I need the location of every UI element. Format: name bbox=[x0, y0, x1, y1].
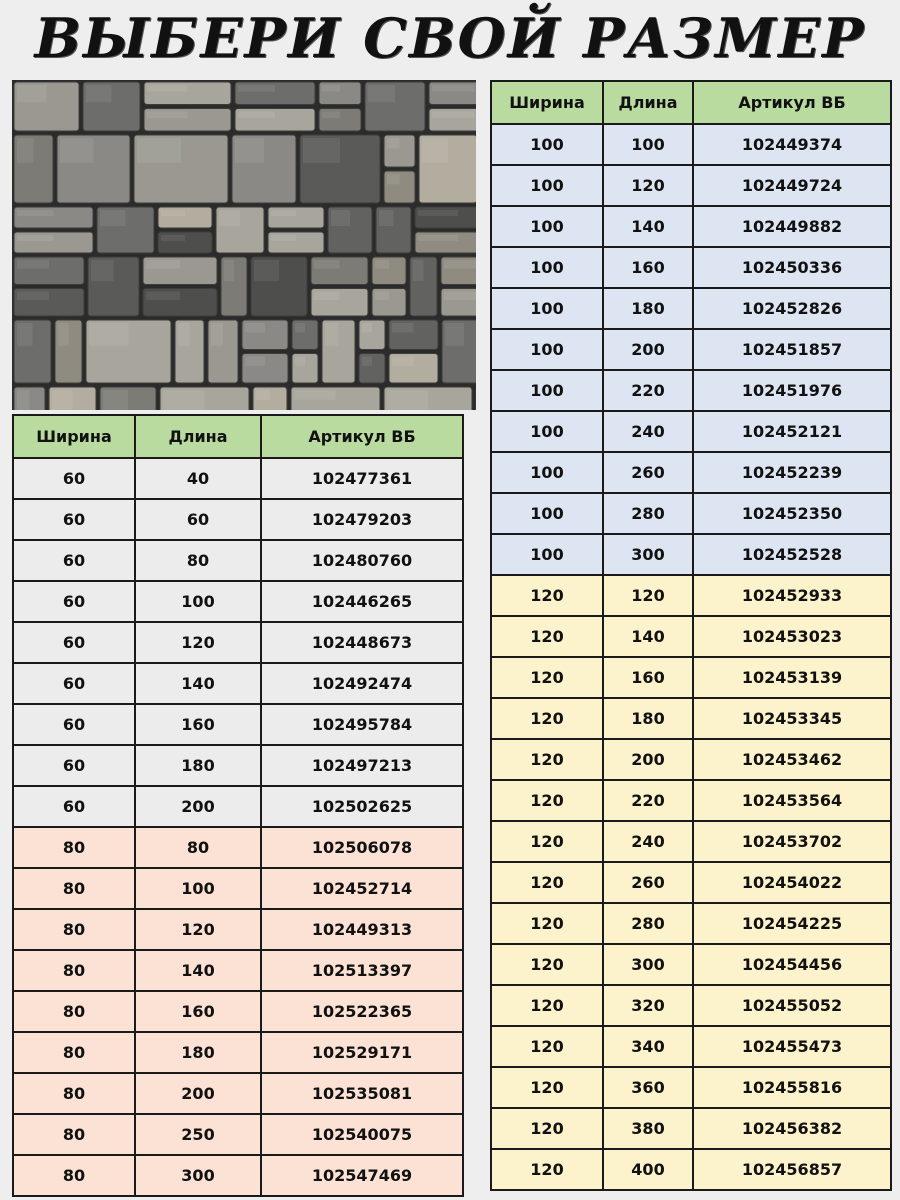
cell-width: 120 bbox=[491, 944, 603, 985]
cell-width: 60 bbox=[13, 663, 135, 704]
cell-length: 120 bbox=[603, 575, 693, 616]
cell-article: 102492474 bbox=[261, 663, 463, 704]
stone-highlight bbox=[89, 323, 129, 346]
cell-article: 102453139 bbox=[693, 657, 891, 698]
cell-width: 80 bbox=[13, 1155, 135, 1196]
cell-length: 140 bbox=[603, 616, 693, 657]
cell-width: 80 bbox=[13, 827, 135, 868]
cell-length: 200 bbox=[135, 1073, 261, 1114]
cell-article: 102452528 bbox=[693, 534, 891, 575]
stone-highlight bbox=[219, 210, 240, 226]
table-header-row bbox=[491, 81, 891, 124]
cell-length: 80 bbox=[135, 827, 261, 868]
table-header-row bbox=[13, 415, 463, 458]
cell-length: 140 bbox=[135, 663, 261, 704]
cell-length: 260 bbox=[603, 862, 693, 903]
cell-length: 240 bbox=[603, 411, 693, 452]
cell-length: 160 bbox=[135, 704, 261, 745]
stone-highlight bbox=[314, 260, 340, 269]
cell-article: 102479203 bbox=[261, 499, 463, 540]
cell-article: 102497213 bbox=[261, 745, 463, 786]
cell-length: 220 bbox=[603, 780, 693, 821]
cell-width: 80 bbox=[13, 1114, 135, 1155]
table-row bbox=[491, 985, 891, 1026]
cell-width: 80 bbox=[13, 909, 135, 950]
table-row bbox=[491, 1108, 891, 1149]
cell-width: 120 bbox=[491, 739, 603, 780]
stone-highlight bbox=[58, 323, 69, 346]
cell-length: 200 bbox=[135, 786, 261, 827]
stone-highlight bbox=[238, 112, 275, 119]
page-title: ВЫБЕРИ СВОЙ РАЗМЕР bbox=[34, 6, 866, 70]
stone-highlight bbox=[387, 390, 428, 410]
stone-highlight bbox=[322, 112, 340, 119]
header-width: Ширина bbox=[13, 415, 135, 458]
cell-article: 102480760 bbox=[261, 540, 463, 581]
stone-highlight bbox=[392, 357, 414, 366]
stone-highlight bbox=[103, 390, 128, 410]
stone-highlight bbox=[362, 323, 372, 332]
cell-article: 102449882 bbox=[693, 206, 891, 247]
cell-article: 102455052 bbox=[693, 985, 891, 1026]
table-row bbox=[491, 165, 891, 206]
cell-length: 180 bbox=[135, 1032, 261, 1073]
cell-length: 320 bbox=[603, 985, 693, 1026]
stone-highlight bbox=[387, 138, 400, 148]
stone-highlight bbox=[146, 292, 180, 301]
cell-length: 100 bbox=[603, 124, 693, 165]
stone-highlight bbox=[17, 292, 49, 301]
cell-width: 100 bbox=[491, 493, 603, 534]
cell-article: 102453564 bbox=[693, 780, 891, 821]
cell-width: 100 bbox=[491, 247, 603, 288]
cell-length: 400 bbox=[603, 1149, 693, 1190]
stone-highlight bbox=[444, 260, 476, 269]
stone-highlight bbox=[271, 210, 296, 216]
stone-highlight bbox=[17, 138, 34, 163]
cell-article: 102529171 bbox=[261, 1032, 463, 1073]
stone-highlight bbox=[178, 323, 190, 346]
cell-width: 120 bbox=[491, 903, 603, 944]
cell-length: 300 bbox=[603, 534, 693, 575]
cell-width: 60 bbox=[13, 786, 135, 827]
cell-length: 160 bbox=[603, 657, 693, 698]
cell-width: 120 bbox=[491, 1067, 603, 1108]
cell-article: 102452350 bbox=[693, 493, 891, 534]
table-row bbox=[13, 540, 463, 581]
cell-article: 102502625 bbox=[261, 786, 463, 827]
table-row bbox=[13, 622, 463, 663]
stone-highlight bbox=[161, 235, 185, 241]
cell-article: 102452826 bbox=[693, 288, 891, 329]
cell-article: 102455816 bbox=[693, 1067, 891, 1108]
table-row bbox=[491, 575, 891, 616]
cell-length: 140 bbox=[135, 950, 261, 991]
cell-width: 80 bbox=[13, 1073, 135, 1114]
table-row bbox=[491, 1026, 891, 1067]
cell-length: 300 bbox=[603, 944, 693, 985]
cell-article: 102452121 bbox=[693, 411, 891, 452]
table-row bbox=[13, 1155, 463, 1196]
cell-width: 120 bbox=[491, 698, 603, 739]
table-row bbox=[491, 493, 891, 534]
stone-highlight bbox=[375, 260, 389, 269]
cell-length: 260 bbox=[603, 452, 693, 493]
table-row bbox=[13, 827, 463, 868]
stone-wall-texture bbox=[12, 80, 476, 410]
cell-width: 120 bbox=[491, 985, 603, 1026]
table-row bbox=[13, 950, 463, 991]
cell-width: 100 bbox=[491, 206, 603, 247]
table-row bbox=[13, 786, 463, 827]
stone-highlight bbox=[375, 292, 389, 301]
stone-highlight bbox=[147, 112, 188, 119]
cell-article: 102477361 bbox=[261, 458, 463, 499]
cell-width: 100 bbox=[491, 370, 603, 411]
table-row bbox=[491, 411, 891, 452]
cell-width: 120 bbox=[491, 1026, 603, 1067]
cell-article: 102456382 bbox=[693, 1108, 891, 1149]
stone-highlight bbox=[422, 138, 448, 163]
table-row bbox=[13, 458, 463, 499]
cell-length: 160 bbox=[135, 991, 261, 1032]
cell-article: 102495784 bbox=[261, 704, 463, 745]
table-row bbox=[491, 698, 891, 739]
table-row bbox=[13, 499, 463, 540]
cell-length: 80 bbox=[135, 540, 261, 581]
cell-width: 120 bbox=[491, 575, 603, 616]
table-row bbox=[491, 903, 891, 944]
stone-highlight bbox=[147, 85, 188, 92]
table-row bbox=[491, 739, 891, 780]
table-row bbox=[491, 616, 891, 657]
stone-highlight bbox=[60, 138, 94, 163]
stone-highlight bbox=[211, 323, 223, 346]
cell-article: 102449724 bbox=[693, 165, 891, 206]
cell-width: 120 bbox=[491, 1108, 603, 1149]
cell-article: 102453462 bbox=[693, 739, 891, 780]
table-row bbox=[491, 1149, 891, 1190]
header-width: Ширина bbox=[491, 81, 603, 124]
table-row bbox=[13, 868, 463, 909]
stone-highlight bbox=[295, 357, 305, 366]
cell-article: 102450336 bbox=[693, 247, 891, 288]
header-article: Артикул ВБ bbox=[261, 415, 463, 458]
cell-length: 100 bbox=[135, 868, 261, 909]
cell-article: 102456857 bbox=[693, 1149, 891, 1190]
stone-highlight bbox=[314, 292, 340, 301]
stone-highlight bbox=[294, 390, 336, 400]
stone-highlight bbox=[418, 210, 458, 216]
cell-length: 220 bbox=[603, 370, 693, 411]
stone-highlight bbox=[17, 210, 54, 216]
cell-article: 102452714 bbox=[261, 868, 463, 909]
cell-article: 102513397 bbox=[261, 950, 463, 991]
stone-highlight bbox=[445, 323, 464, 346]
cell-width: 120 bbox=[491, 1149, 603, 1190]
stone-highlight bbox=[387, 174, 400, 184]
table-row bbox=[491, 452, 891, 493]
table-row bbox=[13, 663, 463, 704]
cell-article: 102522365 bbox=[261, 991, 463, 1032]
table-row bbox=[491, 124, 891, 165]
cell-article: 102453702 bbox=[693, 821, 891, 862]
stone-highlight bbox=[432, 85, 475, 92]
cell-length: 240 bbox=[603, 821, 693, 862]
cell-article: 102540075 bbox=[261, 1114, 463, 1155]
stone-wall-image bbox=[12, 80, 476, 410]
stone-highlight bbox=[163, 390, 205, 410]
stone-highlight bbox=[146, 260, 180, 269]
cell-width: 80 bbox=[13, 1032, 135, 1073]
stone-highlight bbox=[271, 235, 296, 241]
cell-article: 102451857 bbox=[693, 329, 891, 370]
size-table-left bbox=[12, 414, 464, 1197]
stone-highlight bbox=[224, 260, 234, 281]
table-row bbox=[13, 1073, 463, 1114]
cell-width: 80 bbox=[13, 991, 135, 1032]
cell-width: 100 bbox=[491, 534, 603, 575]
cell-width: 60 bbox=[13, 458, 135, 499]
table-row bbox=[13, 909, 463, 950]
stone-highlight bbox=[137, 138, 181, 163]
cell-width: 60 bbox=[13, 704, 135, 745]
table-row bbox=[13, 581, 463, 622]
cell-width: 60 bbox=[13, 745, 135, 786]
table-row bbox=[491, 1067, 891, 1108]
cell-length: 160 bbox=[603, 247, 693, 288]
stone-highlight bbox=[161, 210, 185, 216]
cell-article: 102453023 bbox=[693, 616, 891, 657]
stone-highlight bbox=[245, 323, 265, 332]
cell-width: 120 bbox=[491, 780, 603, 821]
cell-width: 80 bbox=[13, 868, 135, 909]
stone-highlight bbox=[100, 210, 126, 226]
table-row bbox=[491, 288, 891, 329]
stone-highlight bbox=[331, 210, 350, 226]
stone-highlight bbox=[254, 260, 279, 281]
table-row bbox=[13, 1114, 463, 1155]
cell-length: 180 bbox=[603, 288, 693, 329]
cell-width: 60 bbox=[13, 622, 135, 663]
cell-article: 102453345 bbox=[693, 698, 891, 739]
stone-highlight bbox=[17, 260, 49, 269]
stone-highlight bbox=[17, 235, 54, 241]
cell-length: 360 bbox=[603, 1067, 693, 1108]
cell-length: 140 bbox=[603, 206, 693, 247]
cell-length: 280 bbox=[603, 493, 693, 534]
header-length: Длина bbox=[603, 81, 693, 124]
cell-length: 200 bbox=[603, 329, 693, 370]
stone-highlight bbox=[91, 260, 114, 281]
cell-article: 102446265 bbox=[261, 581, 463, 622]
stone-highlight bbox=[379, 210, 394, 226]
stone-highlight bbox=[245, 357, 265, 366]
cell-article: 102535081 bbox=[261, 1073, 463, 1114]
stone-highlight bbox=[303, 138, 340, 163]
cell-article: 102448673 bbox=[261, 622, 463, 663]
stone-highlight bbox=[295, 323, 305, 332]
cell-width: 60 bbox=[13, 581, 135, 622]
stone-highlight bbox=[432, 112, 475, 119]
size-table-right bbox=[490, 80, 892, 1191]
cell-width: 120 bbox=[491, 862, 603, 903]
stone-highlight bbox=[238, 85, 275, 92]
cell-article: 102449374 bbox=[693, 124, 891, 165]
cell-article: 102454022 bbox=[693, 862, 891, 903]
cell-article: 102451976 bbox=[693, 370, 891, 411]
cell-length: 340 bbox=[603, 1026, 693, 1067]
cell-length: 180 bbox=[135, 745, 261, 786]
cell-article: 102454225 bbox=[693, 903, 891, 944]
cell-article: 102452933 bbox=[693, 575, 891, 616]
cell-length: 120 bbox=[135, 622, 261, 663]
cell-width: 100 bbox=[491, 288, 603, 329]
cell-width: 80 bbox=[13, 950, 135, 991]
stone-highlight bbox=[322, 85, 340, 92]
cell-article: 102547469 bbox=[261, 1155, 463, 1196]
header-length: Длина bbox=[135, 415, 261, 458]
cell-article: 102454456 bbox=[693, 944, 891, 985]
cell-length: 100 bbox=[135, 581, 261, 622]
cell-article: 102455473 bbox=[693, 1026, 891, 1067]
cell-length: 40 bbox=[135, 458, 261, 499]
cell-width: 120 bbox=[491, 616, 603, 657]
cell-length: 60 bbox=[135, 499, 261, 540]
stone-highlight bbox=[413, 260, 424, 281]
stone-highlight bbox=[235, 138, 264, 163]
cell-article: 102452239 bbox=[693, 452, 891, 493]
cell-width: 120 bbox=[491, 657, 603, 698]
stone-highlight bbox=[392, 323, 414, 332]
table-row bbox=[13, 1032, 463, 1073]
stone-highlight bbox=[418, 235, 458, 241]
cell-width: 100 bbox=[491, 329, 603, 370]
cell-article: 102449313 bbox=[261, 909, 463, 950]
cell-width: 100 bbox=[491, 452, 603, 493]
cell-width: 120 bbox=[491, 821, 603, 862]
stone-highlight bbox=[52, 390, 73, 410]
table-row bbox=[491, 862, 891, 903]
stone-highlight bbox=[368, 85, 395, 102]
table-row bbox=[13, 991, 463, 1032]
table-row bbox=[491, 821, 891, 862]
stone-highlight bbox=[17, 85, 47, 102]
table-row bbox=[13, 704, 463, 745]
cell-length: 200 bbox=[603, 739, 693, 780]
cell-length: 280 bbox=[603, 903, 693, 944]
stone-highlight bbox=[17, 323, 33, 346]
stone-highlight bbox=[17, 390, 30, 410]
cell-width: 60 bbox=[13, 540, 135, 581]
cell-width: 100 bbox=[491, 411, 603, 452]
table-row bbox=[491, 370, 891, 411]
cell-article: 102506078 bbox=[261, 827, 463, 868]
stone-highlight bbox=[86, 85, 112, 102]
table-row bbox=[491, 944, 891, 985]
cell-length: 380 bbox=[603, 1108, 693, 1149]
cell-length: 120 bbox=[603, 165, 693, 206]
table-row bbox=[491, 534, 891, 575]
cell-width: 60 bbox=[13, 499, 135, 540]
cell-width: 100 bbox=[491, 165, 603, 206]
header-article: Артикул ВБ bbox=[693, 81, 891, 124]
stone-highlight bbox=[256, 390, 270, 400]
table-row bbox=[491, 206, 891, 247]
stone-highlight bbox=[444, 292, 476, 301]
table-row bbox=[491, 657, 891, 698]
cell-length: 180 bbox=[603, 698, 693, 739]
table-row bbox=[491, 780, 891, 821]
table-row bbox=[13, 745, 463, 786]
cell-length: 300 bbox=[135, 1155, 261, 1196]
stone-highlight bbox=[325, 323, 339, 346]
cell-length: 250 bbox=[135, 1114, 261, 1155]
table-row bbox=[491, 329, 891, 370]
cell-length: 120 bbox=[135, 909, 261, 950]
cell-width: 100 bbox=[491, 124, 603, 165]
table-row bbox=[491, 247, 891, 288]
stone-highlight bbox=[362, 357, 372, 366]
